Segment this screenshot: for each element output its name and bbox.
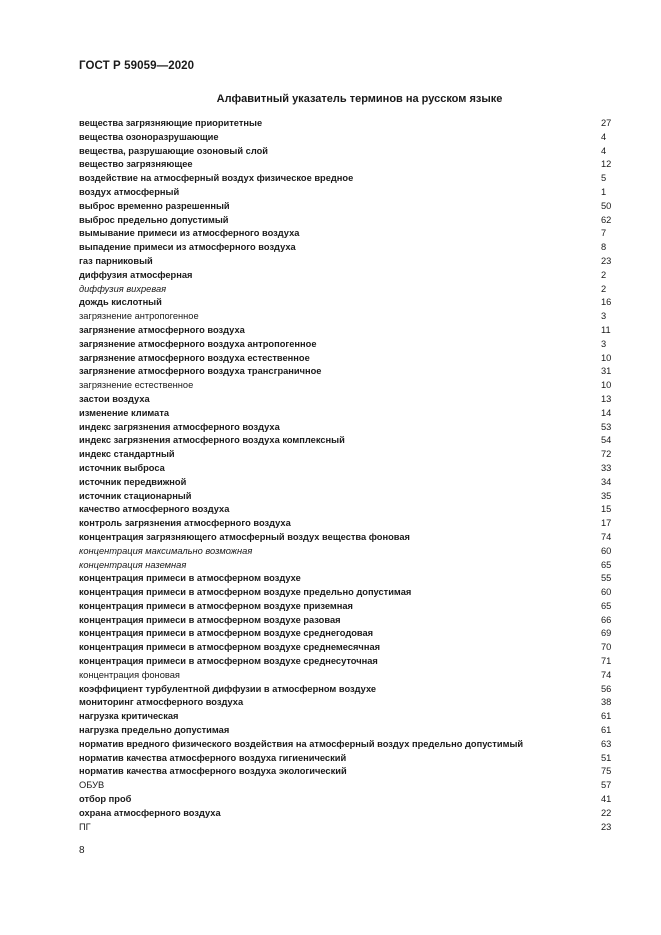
index-term: концентрация примеси в атмосферном воздухе среднегодовая: [79, 628, 374, 639]
index-entry: [79, 752, 612, 766]
index-term: отбор проб: [79, 794, 132, 805]
index-page-ref: 27: [601, 118, 612, 128]
index-page-ref: 11: [601, 324, 611, 335]
index-term: выброс предельно допустимый: [79, 214, 229, 225]
index-page-ref: 22: [601, 807, 612, 818]
index-page-ref: 2: [601, 283, 607, 294]
index-entry: [79, 807, 612, 821]
index-term: диффузия атмосферная: [79, 269, 193, 280]
index-page-ref: 53: [601, 421, 612, 432]
index-entry: [79, 462, 612, 476]
index-term: концентрация примеси в атмосферном воздухе разовая: [79, 614, 341, 625]
index-entry: [79, 117, 612, 131]
index-entry: [79, 338, 612, 352]
index-term: охрана атмосферного воздуха: [79, 807, 221, 818]
index-entry: [79, 421, 612, 435]
index-term: качество атмосферного воздуха: [79, 504, 230, 515]
index-entry: [79, 614, 612, 628]
index-entry: [79, 448, 612, 462]
index-page-ref: 3: [601, 311, 607, 322]
index-page-ref: 23: [601, 255, 612, 266]
index-entry: [79, 669, 612, 683]
index-term: вещества озоноразрушающие: [79, 131, 219, 142]
index-entry: [79, 379, 612, 393]
index-term: вещество загрязняющее: [79, 159, 193, 170]
index-entry: [79, 145, 612, 159]
index-entry: [79, 627, 612, 641]
index-page-ref: 13: [601, 393, 612, 404]
index-term: контроль загрязнения атмосферного воздуха: [79, 518, 291, 529]
index-term: воздух атмосферный: [79, 186, 180, 197]
index-page-ref: 74: [601, 669, 612, 680]
index-entry: [79, 131, 612, 145]
index-term: выпадение примеси из атмосферного воздуха: [79, 242, 296, 253]
index-entry: [79, 283, 612, 297]
index-term: концентрация фоновая: [79, 669, 180, 680]
index-page-ref: 61: [601, 711, 612, 722]
index-page-ref: 65: [601, 559, 612, 570]
index-entry: [79, 214, 612, 228]
index-entry: [79, 407, 612, 421]
index-page-ref: 55: [601, 573, 612, 584]
index-page-ref: 71: [601, 656, 612, 667]
index-page-ref: 54: [601, 435, 612, 446]
index-term: газ парниковый: [79, 255, 153, 266]
index-entry: [79, 324, 612, 338]
index-entry: [79, 434, 612, 448]
index-term: концентрация загрязняющего атмосферный воздух вещества фоновая: [79, 531, 410, 542]
index-term: источник стационарный: [79, 490, 192, 501]
index-page-ref: 10: [601, 380, 612, 391]
index-entry: [79, 186, 612, 200]
index-term: загрязнение атмосферного воздуха естественное: [79, 352, 310, 363]
index-page-ref: 38: [601, 697, 612, 708]
index-term: загрязнение атмосферного воздуха антропогенное: [79, 338, 317, 349]
index-page-ref: 1: [601, 186, 607, 197]
index-term: изменение климата: [79, 407, 170, 418]
index-page-ref: 75: [601, 766, 612, 777]
index-term: концентрация примеси в атмосферном воздухе среднесуточная: [79, 656, 378, 667]
index-term: источник передвижной: [79, 476, 187, 487]
index-page-ref: 57: [601, 780, 612, 791]
index-page-ref: 63: [601, 738, 612, 749]
index-page-ref: 60: [601, 587, 612, 598]
index-entry: [79, 490, 612, 504]
index-page-ref: 62: [601, 214, 612, 225]
index-entry: [79, 365, 612, 379]
index-entry: [79, 710, 612, 724]
index-term: нагрузка предельно допустимая: [79, 725, 230, 736]
index-page-ref: 69: [601, 628, 612, 639]
index-page-ref: 41: [601, 794, 612, 805]
index-entry: [79, 696, 612, 710]
index-term: загрязнение атмосферного воздуха: [79, 324, 245, 335]
index-entry: [79, 241, 612, 255]
index-entry: [79, 255, 612, 269]
index-term: индекс загрязнения атмосферного воздуха: [79, 421, 280, 432]
index-term: воздействие на атмосферный воздух физическое вредное: [79, 173, 354, 184]
index-page-ref: 31: [601, 366, 612, 377]
index-entry: [79, 296, 612, 310]
index-term: застои воздуха: [79, 393, 150, 404]
index-page-ref: 15: [601, 504, 612, 515]
index-page-ref: 70: [601, 642, 612, 653]
index-entry: [79, 793, 612, 807]
index-page-ref: 34: [601, 476, 612, 487]
index-term: вещества загрязняющие приоритетные: [79, 118, 263, 128]
index-page-ref: 2: [601, 269, 607, 280]
index-page-ref: 10: [601, 352, 612, 363]
index-entry: [79, 765, 612, 779]
index-entry: [79, 158, 612, 172]
index-term: норматив качества атмосферного воздуха гигиенический: [79, 752, 347, 763]
index-term: нагрузка критическая: [79, 711, 179, 722]
index-entry: [79, 545, 612, 559]
index-term: диффузия вихревая: [79, 283, 167, 294]
index-term: норматив качества атмосферного воздуха экологический: [79, 766, 347, 777]
index-entry: [79, 517, 612, 531]
index-entry: [79, 476, 612, 490]
index-entry: [79, 683, 612, 697]
index-entry: [79, 310, 612, 324]
index-entry: [79, 227, 612, 241]
index-entry: [79, 821, 612, 835]
index-term: ПГ: [79, 821, 91, 832]
index-term: ОБУВ: [79, 780, 105, 791]
index-term: источник выброса: [79, 462, 165, 473]
index-page-ref: 4: [601, 131, 607, 142]
index-term: вещества, разрушающие озоновый слой: [79, 145, 269, 156]
index-page-ref: 74: [601, 531, 612, 542]
index-entry: [79, 172, 612, 186]
index-page-ref: 3: [601, 338, 607, 349]
index-entry: [79, 586, 612, 600]
index-term: загрязнение антропогенное: [79, 311, 199, 322]
index-term: индекс загрязнения атмосферного воздуха комплексный: [79, 435, 345, 446]
index-term: концентрация примеси в атмосферном воздухе предельно допустимая: [79, 587, 412, 598]
index-page-ref: 72: [601, 449, 612, 460]
index-page-ref: 60: [601, 545, 612, 556]
index-page-ref: 16: [601, 297, 612, 308]
index-page-ref: 4: [601, 145, 607, 156]
index-term: концентрация максимально возможная: [79, 545, 253, 556]
index-entry: [79, 531, 612, 545]
index-entry-list: [79, 117, 612, 834]
index-page-ref: 14: [601, 407, 612, 418]
index-term: загрязнение атмосферного воздуха трансграничное: [79, 366, 322, 377]
index-title: Алфавитный указатель терминов на русском языке: [216, 93, 503, 105]
index-page-ref: 12: [601, 159, 612, 170]
index-term: мониторинг атмосферного воздуха: [79, 697, 244, 708]
index-page-ref: 66: [601, 614, 612, 625]
index-page-ref: 51: [601, 752, 612, 763]
index-entry: [79, 503, 612, 517]
index-page-ref: 56: [601, 683, 612, 694]
index-page-ref: 61: [601, 725, 612, 736]
index-term: концентрация наземная: [79, 559, 187, 570]
index-entry: [79, 269, 612, 283]
index-page-ref: 17: [601, 518, 612, 529]
index-page-ref: 7: [601, 228, 607, 239]
index-term: коэффициент турбулентной диффузии в атмосферном воздухе: [79, 683, 377, 694]
index-entry: [79, 600, 612, 614]
index-page-ref: 8: [601, 242, 607, 253]
index-entry: [79, 655, 612, 669]
index-term: концентрация примеси в атмосферном воздухе среднемесячная: [79, 642, 381, 653]
index-entry: [79, 393, 612, 407]
index-entry: [79, 641, 612, 655]
index-term: норматив вредного физического воздействия на атмосферный воздух предельно допустимый: [79, 738, 524, 749]
index-entry: [79, 738, 612, 752]
index-term: концентрация примеси в атмосферном воздухе: [79, 573, 301, 584]
index-term: концентрация примеси в атмосферном воздухе приземная: [79, 600, 353, 611]
index-term: вымывание примеси из атмосферного воздуха: [79, 228, 300, 239]
index-page-ref: 5: [601, 173, 607, 184]
index-entry: [79, 779, 612, 793]
document-code: ГОСТ Р 59059—2020: [79, 60, 195, 72]
index-page-ref: 33: [601, 462, 612, 473]
index-term: выброс временно разрешенный: [79, 200, 230, 211]
index-entry: [79, 559, 612, 573]
index-entry: [79, 724, 612, 738]
index-term: индекс стандартный: [79, 449, 175, 460]
index-entry: [79, 200, 612, 214]
index-page-ref: 35: [601, 490, 612, 501]
index-entry: [79, 572, 612, 586]
index-page-ref: 65: [601, 600, 612, 611]
index-page-ref: 23: [601, 821, 612, 832]
index-term: дождь кислотный: [79, 297, 162, 308]
index-page-ref: 50: [601, 200, 612, 211]
index-term: загрязнение естественное: [79, 380, 194, 391]
page-number: 8: [79, 845, 85, 856]
index-entry: [79, 352, 612, 366]
